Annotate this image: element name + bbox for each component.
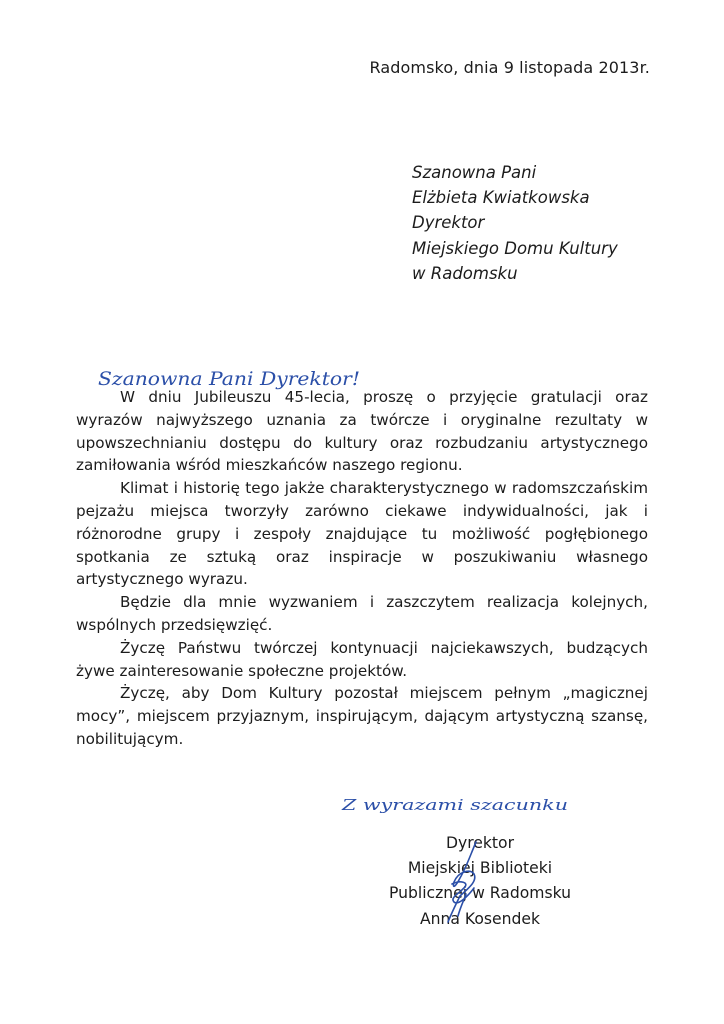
recipient-address — [412, 160, 712, 286]
date-line: Radomsko, dnia 9 listopada 2013r. — [369, 58, 650, 77]
handwritten-signature — [430, 838, 500, 928]
body-paragraph: W dniu Jubileuszu 45-lecia, proszę o przyjęcie gratulacji oraz wyrazów najwyższego uznania za twórcze i oryginalne rezultaty w upowszechnianiu dostępu do kultury oraz rozbudzaniu artystycznego zamiłowania wśród mieszkańców naszego regionu. — [76, 388, 648, 475]
recipient-line: w Radomsku — [412, 263, 518, 283]
signatory-name: Anna Kosendek — [419, 909, 541, 928]
signatory-title: Dyrektor — [446, 834, 514, 852]
closing-text: Z wyrazami szacunku — [340, 796, 568, 814]
signature-stroke — [448, 842, 476, 922]
recipient-line: Elżbieta Kwiatkowska — [412, 188, 590, 208]
body-paragraph: Życzę, aby Dom Kultury pozostał miejscem pełnym „magicznej mocy”, miejscem przyjaznym, inspirującym, dającym artystyczną szansę, nobilitującym. — [76, 684, 648, 748]
body-paragraph: Klimat i historię tego jakże charakterystycznego w radomszczańskim pejzażu miejsca tworzyły zarówno ciekawe indywidualności, jak i różnorodne grupy i zespoły znajdujące tu możliwość pogłębionego spotkania ze sztuką oraz inspiracje w poszukiwaniu własnego artystycznego wyrazu. — [76, 479, 648, 589]
signatory-institution: Miejskiej Biblioteki — [407, 859, 553, 878]
handwritten-closing — [338, 786, 578, 832]
body-paragraph: Będzie dla mnie wyzwaniem i zaszczytem realizacja kolejnych, wspólnych przedsięwzięć. — [76, 593, 648, 634]
recipient-line: Dyrektor — [412, 213, 485, 233]
body-paragraph: Życzę Państwu twórczej kontynuacji najciekawszych, budzących żywe zainteresowanie społeczne projektów. — [76, 638, 648, 680]
recipient-line: Miejskiego Domu Kultury — [412, 238, 618, 258]
signatory-institution: Publicznej w Radomsku — [388, 884, 572, 903]
salutation-text: Szanowna Pani Dyrektor! — [98, 368, 360, 390]
letter-body — [76, 386, 648, 751]
recipient-line: Szanowna Pani — [412, 163, 537, 182]
